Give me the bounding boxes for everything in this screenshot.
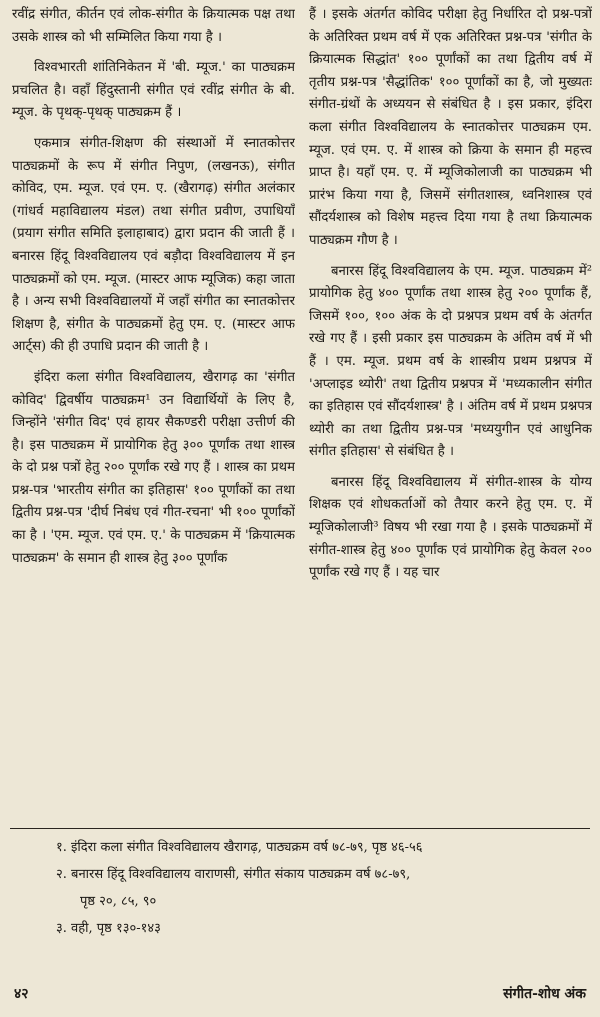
paragraph: एकमात्र संगीत-शिक्षण की संस्थाओं में स्नातकोत्तर पाठ्यक्रमों के रूप में संगीत निपुण, (लखनऊ), संगीत कोविद, एम. म्यूज. एवं एम. ए. (खैरागढ़) संगीत अलंकार (गांधर्व महाविद्यालय मंडल) तथा संगीत प्रवीण, उपाधियाँ (प्रयाग संगीत समिति इलाहाबाद) द्वारा प्रदान की जाती हैं । बनारस हिंदू विश्वविद्यालय एवं बड़ौदा विश्वविद्यालय में इन पाठ्यक्रमों को एम. म्यूज. (मास्टर आफ म्यूजिक) कहा जाता है । अन्य सभी विश्वविद्यालयों में जहाँ संगीत का स्नातकोत्तर शिक्षण है, संगीत के पाठ्यक्रमों हेतु एम. ए. (मास्टर आफ आर्ट्स) की ही उपाधि प्रदान की जाती है । [12,135,295,355]
paragraph: बनारस हिंदू विश्वविद्यालय के एम. म्यूज. पाठ्यक्रम में² प्रायोगिक हेतु ४०० पूर्णांक तथा शास्त्र हेतु २०० पूर्णांक हैं, जिसमें १००, १०० अंक के दो प्रश्नपत्र प्रथम वर्ष के अंतर्गत रखे गए हैं । इसी प्रकार इस पाठ्यक्रम के अंतिम वर्ष में भी हैं । एम. म्यूज. प्रथम वर्ष के शास्त्रीय प्रथम प्रश्नपत्र में 'अप्लाइड थ्योरी' तथा द्वितीय प्रश्नपत्र में 'मध्यकालीन संगीत का इतिहास एवं सौंदर्यशास्त्र' है । अंतिम वर्ष में प्रथम प्रश्नपत्र थ्योरी का तथा द्वितीय प्रश्न-पत्र 'मध्ययुगीन एवं आधुनिक संगीत इतिहास' से संबंधित है । [309,263,592,460]
paragraph: हैं । इसके अंतर्गत कोविद परीक्षा हेतु निर्धारित दो प्रश्न-पत्रों के अतिरिक्त प्रथम वर्ष में एक अतिरिक्त प्रश्न-पत्र 'संगीत के क्रियात्मक सिद्धांत' १०० पूर्णांकों का तथा द्वितीय वर्ष में तृतीय प्रश्न-पत्र 'सैद्धांतिक' १०० पूर्णांकों का है, जो मुख्यतः संगीत-ग्रंथों के अध्ययन से संबंधित है । इस प्रकार, इंदिरा कला संगीत विश्वविद्यालय के स्नातकोत्तर पाठ्यक्रम एम. म्यूज. एवं एम. ए. में शास्त्र को क्रिया के समान ही महत्त्व प्राप्त है। यहाँ एम. ए. में म्यूजिकोलाजी का पाठ्यक्रम भी प्रारंभ किया गया है, जिसमें संगीतशास्त्र, ध्वनिशास्त्र एवं सौंदर्यशास्त्र को विशेष महत्त्व दिया गया है तथा क्रियात्मक पाठ्यक्रम गौण है । [309,7,592,248]
footnote-item-continued: पृष्ठ २०, ८५, ९० [80,894,157,909]
left-column [12,4,295,816]
footnote-divider [10,828,590,829]
page-footer [14,984,586,1003]
paragraph: रवींद्र संगीत, कीर्तन एवं लोक-संगीत के क्रियात्मक पक्ष तथा उसके शास्त्र को भी सम्मिलित किया गया है । [12,7,295,45]
page-number: ४२ [14,986,29,1002]
paragraph: इंदिरा कला संगीत विश्वविद्यालय, खैरागढ़ का 'संगीत कोविद' द्विवर्षीय पाठ्यक्रम¹ उन विद्यार्थियों के लिए है, जिन्होंने 'संगीत विद' एवं हायर सैकण्डरी परीक्षा उत्तीर्ण की है। इस पाठ्यक्रम में प्रायोगिक हेतु ३०० पूर्णांक तथा शास्त्र के दो प्रश्न पत्रों हेतु २०० पूर्णांक रखे गए हैं । शास्त्र का प्रथम प्रश्न-पत्र 'भारतीय संगीत का इतिहास' १०० पूर्णांकों का तथा द्वितीय प्रश्न-पत्र 'दीर्घ निबंध एवं गीत-रचना' भी १०० पूर्णांकों का है । 'एम. म्यूज. एवं एम. ए.' के पाठ्यक्रम में 'क्रियात्मक पाठ्यक्रम' के समान ही शास्त्र हेतु ३०० पूर्णांक [12,369,295,566]
body-columns [12,4,592,816]
footnote-item: १. इंदिरा कला संगीत विश्वविद्यालय खैरागढ़, पाठ्यक्रम वर्ष ७८-७९, पृष्ठ ४६-५६ [56,840,423,855]
right-column [309,4,592,816]
journal-title: संगीत-शोध अंक [503,986,586,1002]
paragraph: विश्वभारती शांतिनिकेतन में 'बी. म्यूज.' का पाठ्यक्रम प्रचलित है। वहाँ हिंदुस्तानी संगीत एवं रवींद्र संगीत के बी. म्यूज. के पृथक्-पृथक् पाठ्यक्रम हैं । [12,60,295,121]
footnote-item: २. बनारस हिंदू विश्वविद्यालय वाराणसी, संगीत संकाय पाठ्यक्रम वर्ष ७८-७९, [56,867,411,882]
footnotes [56,834,586,942]
paragraph: बनारस हिंदू विश्वविद्यालय में संगीत-शास्त्र के योग्य शिक्षक एवं शोधकर्ताओं को तैयार करने हेतु एम. ए. में म्यूजिकोलाजी³ विषय भी रखा गया है । इसके पाठ्यक्रमों में संगीत-शास्त्र हेतु ४०० पूर्णांक एवं प्रायोगिक हेतु केवल २०० पूर्णांक रखे गए हैं । यह चार [309,474,592,581]
footnote-item: ३. वही, पृष्ठ १३०-१४३ [56,921,161,936]
